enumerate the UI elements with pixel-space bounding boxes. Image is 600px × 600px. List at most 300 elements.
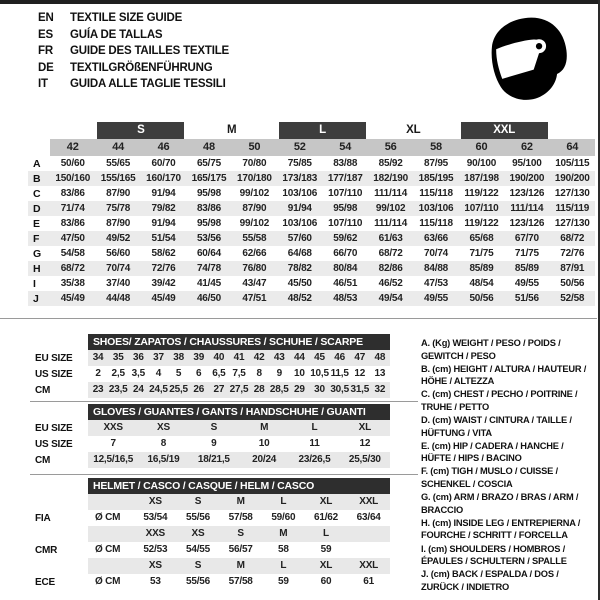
value-cell: M (260, 422, 269, 433)
value-cell: 52/53 (143, 544, 168, 555)
measurement-cell: 49/55 (514, 278, 539, 289)
measurement-cell: 59/62 (333, 233, 358, 244)
section-divider (30, 474, 418, 475)
measurement-cell: 48/52 (287, 293, 312, 304)
language-title: GUIDE DES TAILLES TEXTILE (70, 45, 229, 57)
measurement-cell: 190/200 (554, 173, 590, 184)
measurement-legend (421, 337, 595, 594)
measurement-cell: 71/75 (469, 248, 494, 259)
row-label: C (33, 187, 41, 200)
measurement-cell: 68/72 (60, 263, 85, 274)
measurement-cell: 70/74 (106, 263, 131, 274)
measurement-cell: 127/130 (554, 218, 590, 229)
value-cell: 55/56 (185, 512, 210, 523)
value-cell: L (311, 422, 318, 433)
value-cell: 23/26,5 (298, 454, 331, 465)
size-cell: XS (148, 496, 162, 507)
row-label: B (33, 172, 41, 185)
measurement-row-i (28, 276, 595, 291)
measurement-cell: 45/49 (60, 293, 85, 304)
size-band-xl: XL (406, 123, 421, 136)
measurement-row-c (28, 186, 595, 201)
measurement-cell: 51/54 (151, 233, 176, 244)
value-cell: 28,5 (269, 384, 289, 395)
language-title: TEXTILGRÖßENFÜHRUNG (70, 61, 213, 74)
measurement-cell: 58/62 (151, 248, 176, 259)
measurement-cell: 47/50 (60, 233, 85, 244)
measurement-cell: 65/75 (196, 158, 221, 169)
row-label: A (33, 157, 41, 170)
value-cell: 43 (273, 352, 285, 363)
measurement-cell: 72/76 (560, 248, 585, 259)
measurement-cell: 107/110 (328, 188, 363, 199)
measurement-cell: 105/115 (555, 158, 590, 169)
language-title: TEXTILE SIZE GUIDE (70, 12, 183, 24)
gloves-table-title: GLOVES / GUANTES / GANTS / HANDSCHUHE / GUANTI (88, 404, 390, 420)
size-cell: XXS (145, 528, 166, 539)
row-label: I (33, 277, 36, 290)
value-cell: 12,5/16,5 (93, 454, 134, 465)
measurement-cell: 37/40 (106, 278, 131, 289)
value-cell: 28 (253, 384, 265, 395)
size-number: 58 (413, 139, 458, 156)
language-row (38, 27, 229, 44)
measurement-cell: 46/52 (378, 278, 403, 289)
shoes-table (28, 334, 390, 398)
value-cell: 4 (155, 368, 162, 379)
measurement-cell: 127/130 (554, 188, 590, 199)
measurement-cell: 83/86 (196, 203, 221, 214)
measurement-cell: 111/114 (374, 218, 408, 229)
value-cell: 11,5 (330, 368, 349, 379)
measurement-cell: 91/94 (287, 203, 312, 214)
size-cell: XXL (359, 496, 379, 507)
value-cell: 53 (149, 576, 161, 587)
row-label: US SIZE (35, 438, 73, 450)
value-cell: 61 (363, 576, 375, 587)
value-cell: 23 (92, 384, 104, 395)
helmet-sizes-row-ece (28, 558, 390, 574)
measurement-cell: 78/82 (287, 263, 312, 274)
language-header (38, 10, 229, 93)
size-cell: S (194, 496, 202, 507)
measurement-cell: 119/122 (464, 188, 499, 199)
measurement-cell: 90/100 (466, 158, 497, 169)
measurement-cell: 115/118 (419, 218, 453, 229)
measurement-cell: 150/160 (55, 173, 91, 184)
measurement-cell: 87/91 (560, 263, 585, 274)
table-row (28, 452, 390, 468)
value-cell: 23,5 (108, 384, 128, 395)
measurement-cell: 41/45 (196, 278, 221, 289)
measurement-cell: 52/58 (560, 293, 585, 304)
size-number: 52 (277, 139, 322, 156)
measurement-cell: 103/106 (282, 218, 318, 229)
measurement-cell: 115/119 (555, 203, 590, 214)
row-cells (88, 542, 390, 558)
language-code: EN (38, 12, 54, 24)
row-label: F (33, 232, 40, 245)
value-cell: 34 (92, 352, 104, 363)
helmet-table (28, 478, 390, 590)
standard-label-fia: FIA (35, 512, 51, 524)
legend-item: G. (cm) ARM / BRAZO / BRAS / ARM / BRACCIO (421, 492, 579, 515)
value-cell: 12 (359, 438, 371, 449)
measurement-cell: 95/98 (333, 203, 358, 214)
measurement-cell: 74/78 (196, 263, 221, 274)
size-number: 42 (50, 139, 95, 156)
value-cell: 29 (294, 384, 305, 395)
measurement-cell: 71/75 (514, 248, 539, 259)
measurement-row-e (28, 216, 595, 231)
value-cell: 7,5 (232, 368, 246, 379)
measurement-cell: 56/60 (106, 248, 131, 259)
language-row (38, 10, 229, 27)
size-cell: XS (191, 528, 205, 539)
measurement-cell: 55/65 (106, 158, 131, 169)
language-row (38, 60, 229, 77)
language-code: FR (38, 45, 53, 57)
row-cells (88, 452, 390, 468)
value-cell: 26 (193, 384, 205, 395)
language-title: GUIDA ALLE TAGLIE TESSILI (70, 78, 226, 90)
measurement-cell: 91/94 (151, 188, 176, 199)
value-cell: 57/58 (228, 576, 253, 587)
language-row (38, 43, 229, 60)
helmet-values-row-ece (28, 574, 390, 590)
row-cells (88, 420, 390, 436)
row-cells (88, 574, 390, 590)
measurement-cell: 95/98 (196, 188, 221, 199)
helmet-values-row-fia (28, 510, 390, 526)
measurement-cell: 76/80 (242, 263, 267, 274)
size-cell: L (280, 496, 287, 507)
measurement-row-b (28, 171, 595, 186)
measurement-cell: 64/68 (287, 248, 312, 259)
value-cell: 42 (253, 352, 265, 363)
measurement-cell: 53/56 (196, 233, 221, 244)
value-cell: S (210, 422, 218, 433)
size-number: 54 (323, 139, 368, 156)
measurement-cell: 46/51 (333, 278, 358, 289)
measurement-cell: 85/89 (469, 263, 494, 274)
language-code: ES (38, 28, 53, 41)
value-cell: 47 (354, 352, 366, 363)
value-cell: 10,5 (310, 368, 329, 379)
value-cell: 41 (233, 352, 245, 363)
measurement-row-h (28, 261, 595, 276)
measurement-cell: 87/90 (242, 203, 267, 214)
measurement-cell: 75/85 (287, 158, 312, 169)
measurement-cell: 70/80 (242, 158, 267, 169)
row-cells (88, 436, 390, 452)
row-label: D (33, 202, 41, 215)
measurement-row-d (28, 201, 595, 216)
measurement-cell: 155/165 (100, 173, 136, 184)
helmet-logo-icon (487, 16, 569, 104)
legend-item: F. (cm) TIGH / MUSLO / CUISSE / SCHENKEL / COSCIA (421, 466, 558, 490)
size-number: 62 (504, 139, 549, 156)
measurement-cell: 57/60 (287, 233, 312, 244)
measurement-cell: 47/53 (424, 278, 449, 289)
measurement-cell: 165/175 (191, 173, 227, 184)
value-cell: 55/56 (185, 576, 210, 587)
value-cell: 16,5/19 (147, 454, 180, 465)
table-row (28, 366, 390, 382)
measurement-cell: 107/110 (328, 218, 363, 229)
measurement-row-g (28, 246, 595, 261)
measurement-cell: 48/53 (333, 293, 358, 304)
standard-label-ece: ECE (35, 576, 55, 588)
measurement-cell: 160/170 (146, 173, 181, 184)
value-cell: 44 (294, 352, 305, 363)
table-row (28, 436, 390, 452)
measurement-cell: 43/47 (242, 278, 267, 289)
measurement-cell: 80/84 (333, 263, 358, 274)
legend-item: E. (cm) HIP / CADERA / HANCHE / HÜFTE / HIPS / BACINO (421, 440, 564, 464)
legend-item: J. (cm) BACK / ESPALDA / DOS / ZURÜCK / INDIETRO (421, 569, 559, 592)
measurement-cell: 49/54 (378, 293, 403, 304)
measurement-cell: 87/95 (424, 158, 449, 169)
unit-label: Ø CM (95, 512, 121, 523)
measurement-cell: 48/54 (469, 278, 494, 289)
value-cell: 11 (309, 438, 320, 449)
measurement-cell: 91/94 (151, 218, 176, 229)
value-cell: 48 (374, 352, 386, 363)
size-cell: XL (319, 560, 333, 571)
helmet-sizes-row-fia (28, 494, 390, 510)
row-label: E (33, 217, 40, 230)
measurement-row-f (28, 231, 595, 246)
measurement-cell: 187/198 (464, 173, 499, 184)
legend-item: H. (cm) INSIDE LEG / ENTREPIERNA / FOURCHE / SCHRITT / FORCELLA (421, 517, 581, 541)
size-cell: M (236, 560, 245, 571)
value-cell: 24 (132, 384, 144, 395)
measurement-cell: 67/70 (514, 233, 539, 244)
measurement-cell: 87/90 (106, 188, 131, 199)
size-band-s: S (97, 122, 184, 139)
table-row (28, 420, 390, 436)
row-label: H (33, 262, 41, 275)
size-band-l: L (279, 122, 366, 139)
value-cell: 13 (374, 368, 386, 379)
measurement-cell: 103/106 (282, 188, 318, 199)
size-cell: M (279, 528, 288, 539)
helmet-sizes-row-cmr (28, 526, 390, 542)
value-cell: 32 (374, 384, 386, 395)
value-cell: 54/55 (185, 544, 210, 555)
size-band-m: M (226, 123, 237, 136)
size-band-row (28, 121, 595, 139)
value-cell: XL (358, 422, 372, 433)
value-cell: 25,5 (169, 384, 188, 395)
measurement-cell: 50/60 (60, 158, 85, 169)
value-cell: 39 (193, 352, 205, 363)
value-cell: 9 (211, 438, 217, 449)
size-cell: S (194, 560, 202, 571)
row-cells (88, 510, 390, 526)
measurement-cell: 46/50 (196, 293, 221, 304)
value-cell: 59 (320, 544, 332, 555)
unit-spacer (88, 558, 134, 574)
value-cell: 7 (110, 438, 116, 449)
standard-label-cmr: CMR (35, 544, 58, 556)
measurement-cell: 72/76 (151, 263, 176, 274)
value-cell: 31,5 (350, 384, 370, 395)
measurement-cell: 55/58 (242, 233, 267, 244)
value-cell: 10 (258, 438, 270, 449)
value-cell: 56/57 (228, 544, 253, 555)
measurement-cell: 51/56 (514, 293, 539, 304)
measurement-cell: 62/66 (242, 248, 267, 259)
value-cell: 45 (314, 352, 325, 363)
row-label: EU SIZE (35, 422, 73, 434)
size-cell (347, 526, 390, 542)
size-number: 60 (459, 139, 504, 156)
language-code: IT (38, 78, 48, 90)
row-cells (88, 526, 390, 542)
measurement-cell: 70/74 (424, 248, 449, 259)
measurement-cell: 111/114 (510, 203, 544, 214)
legend-item: C. (cm) CHEST / PECHO / POITRINE / TRUHE / PETTO (421, 389, 578, 412)
value-cell: 60 (320, 576, 332, 587)
measurement-cell: 50/56 (469, 293, 494, 304)
unit-spacer (88, 494, 134, 510)
value-cell: 57/58 (228, 512, 253, 523)
row-label: US SIZE (35, 368, 73, 380)
value-cell: 30,5 (330, 384, 349, 395)
value-cell: 53/54 (143, 512, 168, 523)
measurement-cell: 182/190 (373, 173, 408, 184)
measurement-cell: 75/78 (106, 203, 131, 214)
measurement-cell: 84/88 (424, 263, 449, 274)
helmet-values-row-cmr (28, 542, 390, 558)
row-cells (88, 350, 390, 366)
shoes-table-title: SHOES/ ZAPATOS / CHAUSSURES / SCHUHE / SCARPE (88, 334, 390, 350)
measurement-cell: 185/195 (418, 173, 454, 184)
size-band-xxl: XXL (461, 122, 548, 139)
size-cell: XXL (359, 560, 379, 571)
value-cell: 5 (175, 368, 182, 379)
measurement-cell: 85/89 (514, 263, 539, 274)
measurement-cell: 115/118 (419, 188, 453, 199)
textile-size-table (28, 121, 595, 306)
row-cells (88, 382, 390, 398)
size-cell: XL (319, 496, 333, 507)
measurement-cell: 66/70 (333, 248, 358, 259)
measurement-cell: 173/183 (282, 173, 318, 184)
measurement-cell: 71/74 (60, 203, 85, 214)
measurement-cell: 61/63 (378, 233, 403, 244)
value-cell: 9 (276, 368, 282, 379)
value-cell: 3,5 (131, 368, 145, 379)
row-cells (88, 366, 390, 382)
value-cell: 36 (132, 352, 144, 363)
measurement-cell: 103/106 (418, 203, 454, 214)
row-label: CM (35, 454, 51, 466)
measurement-cell: 68/72 (560, 233, 585, 244)
measurement-cell: 85/92 (378, 158, 403, 169)
value-cell: 6,5 (212, 368, 226, 379)
measurement-cell: 170/180 (236, 173, 272, 184)
size-cell: M (236, 496, 245, 507)
size-number: 48 (186, 139, 231, 156)
measurement-cell: 190/200 (509, 173, 545, 184)
value-cell: 6 (196, 368, 202, 379)
language-row (38, 76, 229, 93)
legend-item: I. (cm) SHOULDERS / HOMBROS / ÉPAULES / SCHULTERN / SPALLE (421, 543, 567, 567)
value-cell (347, 542, 390, 558)
value-cell: 37 (153, 352, 164, 363)
value-cell: 38 (173, 352, 184, 363)
measurement-cell: 79/82 (151, 203, 176, 214)
measurement-cell: 65/68 (469, 233, 494, 244)
size-number-row (28, 139, 595, 156)
row-label: G (33, 247, 41, 260)
measurement-cell: 82/86 (378, 263, 403, 274)
value-cell: 20/24 (252, 454, 277, 465)
value-cell: 27,5 (229, 384, 249, 395)
measurement-cell: 107/110 (464, 203, 499, 214)
measurement-cell: 99/102 (375, 203, 406, 214)
row-cells (88, 494, 390, 510)
measurement-cell: 177/187 (327, 173, 363, 184)
unit-spacer (88, 526, 134, 542)
measurement-cell: 45/49 (151, 293, 176, 304)
value-cell: 18/21,5 (197, 454, 230, 465)
legend-item: B. (cm) HEIGHT / ALTURA / HAUTEUR / HÖHE / ALTEZZA (421, 363, 587, 387)
measurement-cell: 99/102 (239, 218, 270, 229)
measurement-row-a (28, 156, 595, 171)
measurement-cell: 95/98 (196, 218, 221, 229)
size-cell: XS (148, 560, 162, 571)
size-cell: S (237, 528, 244, 539)
value-cell: 30 (314, 384, 325, 395)
measurement-cell: 50/56 (560, 278, 585, 289)
language-code: DE (38, 61, 54, 74)
row-label: J (33, 292, 39, 305)
row-cells (88, 558, 390, 574)
helmet-table-title: HELMET / CASCO / CASQUE / HELM / CASCO (88, 478, 390, 494)
measurement-cell: 49/52 (106, 233, 131, 244)
value-cell: 40 (213, 352, 225, 363)
row-label: CM (35, 384, 51, 396)
value-cell: 24,5 (149, 384, 168, 395)
unit-label: Ø CM (95, 576, 121, 587)
measurement-cell: 83/86 (60, 188, 85, 199)
value-cell: 8 (160, 438, 167, 449)
size-number: 46 (141, 139, 186, 156)
measurement-cell: 54/58 (60, 248, 85, 259)
measurement-cell: 83/86 (60, 218, 85, 229)
measurement-cell: 44/48 (106, 293, 131, 304)
size-cell: L (280, 560, 287, 571)
value-cell: 58 (277, 544, 289, 555)
measurement-cell: 111/114 (374, 188, 408, 199)
size-number: 56 (368, 139, 413, 156)
value-cell: 61/62 (313, 512, 338, 523)
measurement-cell: 99/102 (239, 188, 270, 199)
measurement-cell: 45/50 (287, 278, 312, 289)
measurement-cell: 123/126 (509, 188, 545, 199)
top-border (0, 0, 600, 4)
size-number: 44 (95, 139, 140, 156)
measurement-row-j (28, 291, 595, 306)
value-cell: 25,5/30 (348, 454, 381, 465)
legend-item: D. (cm) WAIST / CINTURA / TAILLE / HÜFTUNG / VITA (421, 415, 572, 438)
measurement-cell: 123/126 (509, 218, 545, 229)
value-cell: 59 (277, 576, 289, 587)
